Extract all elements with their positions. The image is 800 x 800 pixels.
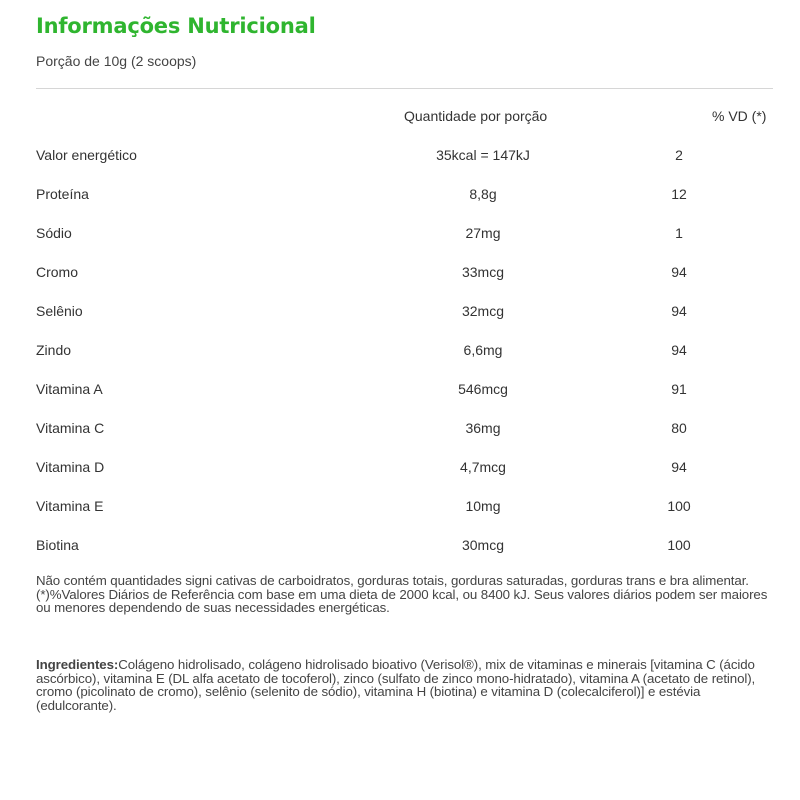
- table-row: Vitamina D 4,7mcg 94: [36, 459, 687, 475]
- footnote: Não contém quantidades signi cativas de carboidratos, gorduras totais, gorduras saturadas, gorduras trans e bra alimentar. (*)%Valores Diários de Referência com base em uma dieta de 2000 kcal, ou 8400 kJ. Seus valores diários podem ser maiores ou menores dependendo de suas necessidades energéticas.: [36, 573, 768, 615]
- nutrient-name: Zindo: [36, 342, 72, 358]
- table-row: Selênio 32mcg 94: [36, 303, 687, 319]
- table-row: Cromo 33mcg 94: [36, 264, 687, 280]
- column-header-quantity: Quantidade por porção: [404, 108, 548, 124]
- nutrient-name: Proteína: [36, 186, 89, 202]
- divider: [36, 88, 773, 89]
- nutrient-name: Vitamina A: [36, 381, 103, 397]
- ingredients-label: Ingredientes:: [36, 657, 119, 672]
- nutrition-table: [36, 137, 773, 566]
- table-row: Vitamina A 546mcg 91: [36, 381, 687, 397]
- nutrient-name: Valor energético: [36, 147, 137, 163]
- portion-size: Porção de 10g (2 scoops): [36, 53, 197, 69]
- table-row: Vitamina E 10mg 100: [36, 498, 691, 514]
- nutrient-name: Biotina: [36, 537, 79, 553]
- page-title: Informações Nutricional: [36, 14, 316, 38]
- ingredients-paragraph: [36, 658, 781, 712]
- table-row: Valor energético 35kcal = 147kJ 2: [36, 147, 683, 163]
- nutrient-name: Vitamina C: [36, 420, 105, 436]
- column-header-vd: % VD (*): [712, 108, 767, 124]
- nutrient-name: Sódio: [36, 225, 72, 241]
- table-row: Sódio 27mg 1: [36, 225, 683, 241]
- table-row: Proteína 8,8g 12: [36, 186, 687, 202]
- table-row: Vitamina C 36mg 80: [36, 420, 687, 436]
- nutrient-name: Selênio: [36, 303, 83, 319]
- ingredients-text: Colágeno hidrolisado, colágeno hidrolisado bioativo (Verisol®), mix de vitaminas e minerais [vitamina C (ácido ascórbico), vitamina E (DL alfa acetato de tocoferol), zinco (sulfato de zinco mono-hidratado), vitamina A (acetato de retinol), cromo (picolinato de cromo), selênio (selenito de sódio), vitamina H (biotina) e vitamina D (colecalciferol)] e estévia (edulcorante).: [36, 657, 756, 713]
- nutrient-name: Vitamina D: [36, 459, 105, 475]
- table-row: Biotina 30mcg 100: [36, 537, 691, 553]
- nutrient-name: Cromo: [36, 264, 79, 280]
- nutrient-name: Vitamina E: [36, 498, 104, 514]
- table-row: Zindo 6,6mg 94: [36, 342, 687, 358]
